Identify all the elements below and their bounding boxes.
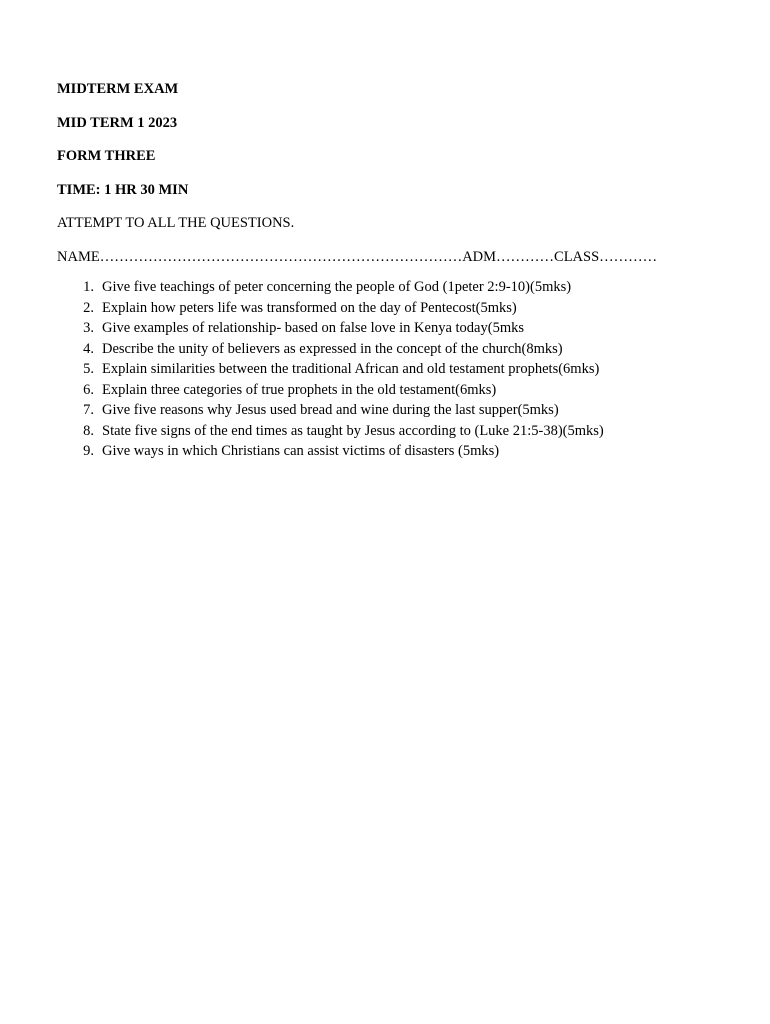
question-list xyxy=(57,277,737,462)
question-number: 7. xyxy=(83,402,94,418)
question-number: 9. xyxy=(83,443,94,459)
question-number: 8. xyxy=(83,422,94,439)
exam-title: MIDTERM EXAM xyxy=(57,81,179,97)
question-text: Give examples of relationship- based on false love in Kenya today(5mks xyxy=(102,320,524,336)
question-item xyxy=(57,277,737,298)
question-text: Give five teachings of peter concerning the people of God (1peter 2:9-10)(5mks) xyxy=(102,279,572,295)
exam-term: MID TERM 1 2023 xyxy=(57,114,178,131)
question-text: Explain three categories of true prophets in the old testament(6mks) xyxy=(102,381,497,398)
question-item xyxy=(57,298,737,319)
question-text: State five signs of the end times as taught by Jesus according to (Luke 21:5-38)(5mks) xyxy=(102,422,604,439)
question-item xyxy=(57,400,737,421)
question-text: Explain how peters life was transformed on the day of Pentecost(5mks) xyxy=(102,299,517,316)
question-item xyxy=(57,359,737,380)
question-number: 1. xyxy=(83,279,94,295)
exam-instruction: ATTEMPT TO ALL THE QUESTIONS. xyxy=(57,215,295,231)
question-number: 4. xyxy=(83,340,94,357)
question-number: 5. xyxy=(83,361,94,377)
exam-form: FORM THREE xyxy=(57,148,156,164)
question-text: Give five reasons why Jesus used bread and wine during the last supper(5mks) xyxy=(102,402,559,418)
question-number: 6. xyxy=(83,381,94,398)
exam-page xyxy=(57,79,737,465)
question-item xyxy=(57,441,737,462)
question-item xyxy=(57,318,737,339)
question-item xyxy=(57,339,737,360)
question-text: Explain similarities between the traditional African and old testament prophets(6mks) xyxy=(102,361,600,377)
question-text: Give ways in which Christians can assist victims of disasters (5mks) xyxy=(102,443,500,459)
question-number: 3. xyxy=(83,320,94,336)
exam-time: TIME: 1 HR 30 MIN xyxy=(57,181,189,198)
question-item xyxy=(57,380,737,401)
question-text: Describe the unity of believers as expressed in the concept of the church(8mks) xyxy=(102,340,563,357)
question-item xyxy=(57,421,737,442)
question-number: 2. xyxy=(83,299,94,316)
student-details-line: NAME…………………………………………………………………ADM…………CLASS………… xyxy=(57,248,658,265)
